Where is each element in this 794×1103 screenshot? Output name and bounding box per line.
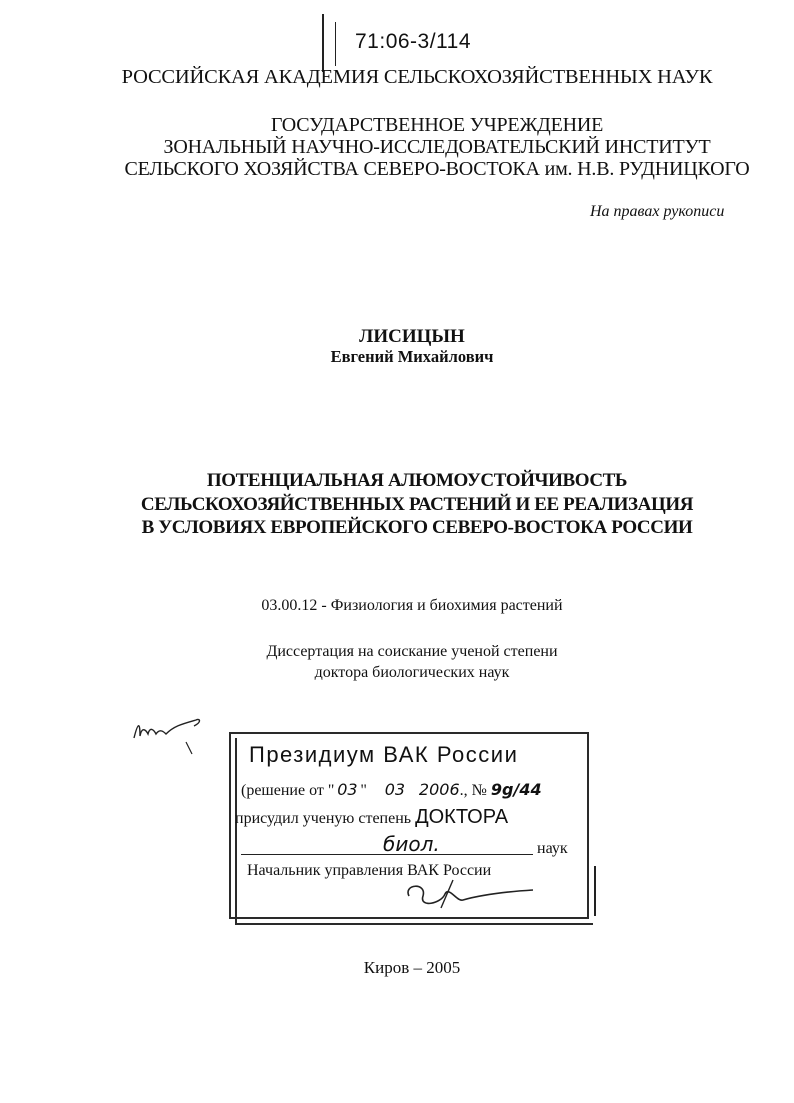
- chief-signature: [401, 874, 551, 914]
- author-given-names: Евгений Михайлович: [330, 347, 494, 366]
- binder-line-left: [322, 14, 324, 72]
- dissertation-line-2: доктора биологических наук: [314, 664, 510, 681]
- sciences-word: наук: [537, 840, 568, 857]
- chief-text: Начальник управления ВАК России: [247, 862, 492, 879]
- title-line-1: ПОТЕНЦИАЛЬНАЯ АЛЮМОУСТОЙЧИВОСТЬ: [206, 470, 628, 491]
- degree-word: ДОКТОРА: [415, 806, 509, 828]
- stamp-decision-line: (решение от " 03 " 03 2006., № 9g/44: [241, 780, 542, 799]
- binder-line-right: [335, 22, 336, 66]
- title-line-2: СЕЛЬСКОХОЗЯЙСТВЕННЫХ РАСТЕНИЙ И ЕЕ РЕАЛИЗАЦИЯ: [140, 494, 694, 515]
- field-handwritten: биол.: [383, 832, 440, 856]
- academy-name: РОССИЙСКАЯ АКАДЕМИЯ СЕЛЬСКОХОЗЯЙСТВЕННЫХ НАУК: [121, 66, 713, 88]
- decision-number: 9g/44: [490, 780, 542, 799]
- decision-prefix: (решение от ": [241, 782, 335, 799]
- margin-signature: [130, 712, 210, 762]
- decision-day: 03: [337, 780, 358, 799]
- author-surname: ЛИСИЦЫН: [359, 326, 465, 347]
- number-sign: №: [471, 782, 487, 799]
- decision-year: 2006: [418, 780, 460, 799]
- specialty-code: 03.00.12 - Физиология и биохимия растений: [261, 597, 563, 614]
- decision-month: 03: [384, 780, 406, 799]
- place-year: Киров – 2005: [363, 958, 461, 977]
- vak-stamp: [229, 732, 589, 919]
- manuscript-note: На правах рукописи: [590, 203, 725, 220]
- stamp-awarded-line: [235, 806, 508, 829]
- institution-line-1: ГОСУДАРСТВЕННОЕ УЧРЕЖДЕНИЕ: [270, 114, 604, 136]
- institution-line-2: ЗОНАЛЬНЫЙ НАУЧНО-ИССЛЕДОВАТЕЛЬСКИЙ ИНСТИТУТ: [163, 136, 711, 158]
- dissertation-line-1: Диссертация на соискание ученой степени: [266, 643, 558, 660]
- title-line-3: В УСЛОВИЯХ ЕВРОПЕЙСКОГО СЕВЕРО-ВОСТОКА РОССИИ: [141, 517, 693, 538]
- awarded-text: присудил ученую степень: [235, 810, 412, 827]
- catalog-number: 71:06-3/114: [355, 30, 472, 53]
- stamp-title: Президиум ВАК России: [249, 742, 519, 767]
- stamp-right-mark: [594, 866, 596, 916]
- institution-line-3: СЕЛЬСКОГО ХОЗЯЙСТВА СЕВЕРО-ВОСТОКА им. Н.В. РУДНИЦКОГО: [124, 158, 750, 180]
